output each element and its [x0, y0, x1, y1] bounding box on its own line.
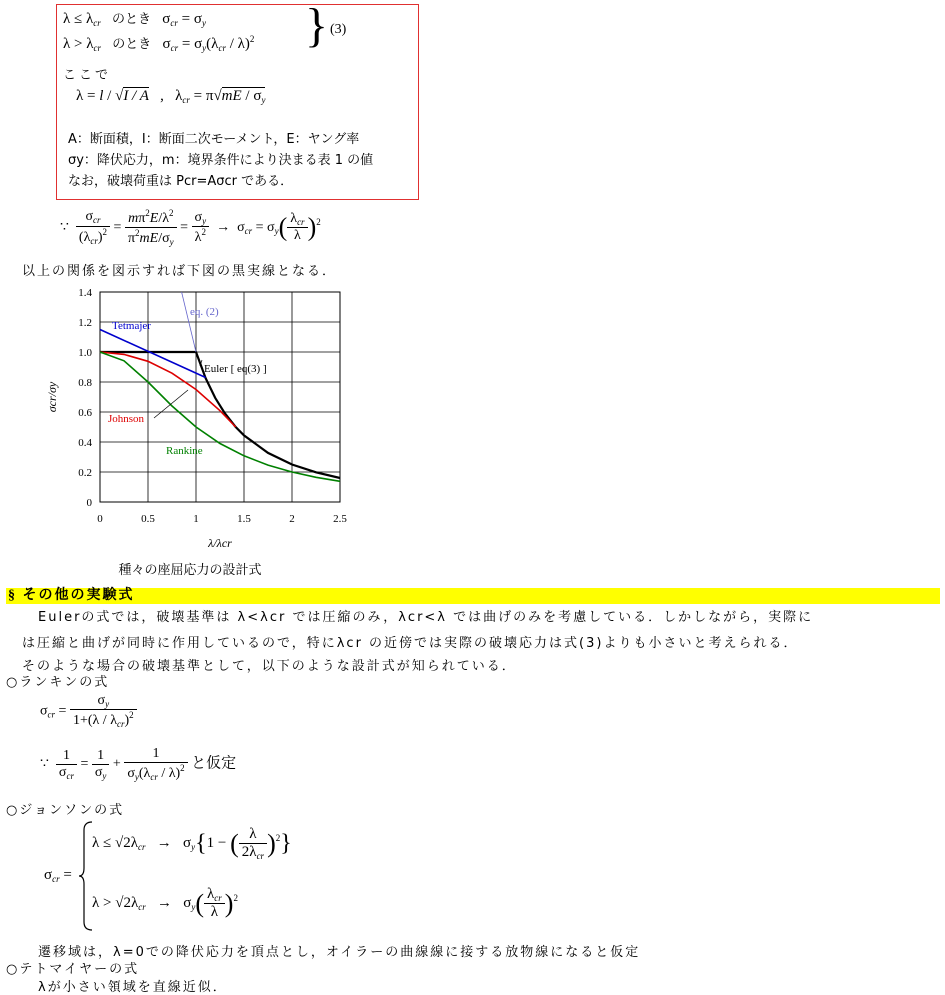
y-tick-label: 1.0 [78, 347, 92, 359]
y-tick-label: 0 [86, 497, 92, 509]
section-para-3: そのような場合の破壊基準として，以下のような設計式が知られている． [22, 659, 517, 674]
x-tick-label: 2.5 [333, 513, 347, 525]
annotation-label: Rankine [166, 445, 203, 457]
section-para-1: Eulerの式では，破壊基準は λ<λcr では圧縮のみ，λcr<λ では曲げのみを考慮している．しかしながら，実際に [38, 610, 814, 625]
annotation-label: Euler [ eq(3) ] [204, 363, 267, 375]
y-tick-label: 0.4 [78, 437, 92, 449]
annotation-label: Johnson [108, 413, 145, 425]
lambda-def: λ = l / √I / A , $\lambda_{cr} = \pi√mE / \sigma_y$ [76, 88, 266, 105]
relation-text: 以上の関係を図示すれば下図の黒実線となる． [22, 264, 338, 279]
rankine-assumption: ∵ $\frac{1}{\sigma_{cr}}$ = $\frac{1}{\sigma_y}$ + $\frac{1}{\sigma_y(\lambda_{cr} / \lambda)^2}$ と仮定 [40, 746, 237, 783]
x-tick-label: 0 [97, 513, 103, 525]
x-tick-label: 1 [193, 513, 199, 525]
transition-text: 遷移域は，λ=0での降伏応力を頂点とし，オイラーの曲線線に接する放物線になると仮定 [38, 945, 641, 960]
case1-line: $\lambda \le \lambda_{cr}$ のとき $\sigma_{cr} = \sigma_y$ [63, 11, 206, 28]
x-axis-label: λ/λcr [208, 536, 232, 550]
y-tick-label: 0.2 [78, 467, 92, 479]
johnson-heading: ○ジョンソンの式 [6, 803, 125, 818]
annotation-label: Tetmajer [112, 320, 151, 332]
note-3: なお，破壊荷重は Pcr=Aσcr である． [68, 174, 294, 189]
tetmajer-heading: ○テトマイヤーの式 [6, 962, 140, 977]
y-axis-label: σcr/σy [45, 381, 59, 413]
buckling-stress-chart [40, 282, 360, 582]
rankine-heading: ○ランキンの式 [6, 675, 110, 690]
rankine-formula: $\sigma_{cr}$ = $\frac{\sigma_y}{1+(\lambda / \lambda_{cr})^2}$ [40, 693, 137, 730]
note-2: σy：降伏応力，m：境界条件により決まる表 1 の値 [68, 153, 374, 168]
y-tick-label: 1.4 [78, 287, 92, 299]
case2-line: $\lambda > \lambda_{cr}$ のとき $\sigma_{cr} = \sigma_y(\lambda_{cr} / \lambda)^2$ [63, 34, 255, 53]
x-tick-label: 2 [289, 513, 295, 525]
note-1: A：断面積，I：断面二次モーメント，E：ヤング率 [68, 132, 360, 147]
johnson-lhs: $\sigma_{cr}$ = [44, 867, 72, 884]
y-tick-label: 0.8 [78, 377, 92, 389]
chart-caption: 種々の座屈応力の設計式 [118, 562, 262, 577]
y-tick-label: 1.2 [78, 317, 92, 329]
x-tick-label: 0.5 [141, 513, 155, 525]
section-para-2: は圧縮と曲げが同時に作用しているので，特にλcr の近傍では実際の破壊応力は式(3)よりも小さいと考えられる． [22, 636, 799, 651]
x-tick-label: 1.5 [237, 513, 251, 525]
y-tick-label: 0.6 [78, 407, 92, 419]
annotation-label: eq. (2) [190, 306, 219, 318]
right-brace: } [305, 0, 329, 52]
koko-de: ここで [63, 68, 112, 83]
johnson-case-1: $\lambda \le √2\lambda_{cr} \to \sigma_y\{1$ − ( $\frac{\lambda}{2\lambda_{cr}}$ )$^2$} [92, 826, 292, 862]
section-heading: § その他の実験式 [6, 588, 940, 604]
because-equation: ∵ $\frac{\sigma_{cr}}{(\lambda_{cr})^2}$ = $\frac{m\pi^2E/\lambda^2}{\pi^2mE/\sigma_y}$ = $\frac{\sigma_y}{\lambda^2}$ → $\sigma_{cr} = \sigma_y$( $\frac{\lambda_{cr}}{\lambda}$ )$^2$ [60, 208, 321, 248]
assume-text: と仮定 [191, 753, 237, 772]
eq-number: (3) [330, 22, 347, 37]
johnson-case-2: $\lambda > √2\lambda_{cr} \to \sigma_y$( $\frac{\lambda_{cr}}{\lambda}$ )$^2$ [92, 886, 238, 921]
tetmajer-desc: λが小さい領域を直線近似． [38, 980, 228, 995]
